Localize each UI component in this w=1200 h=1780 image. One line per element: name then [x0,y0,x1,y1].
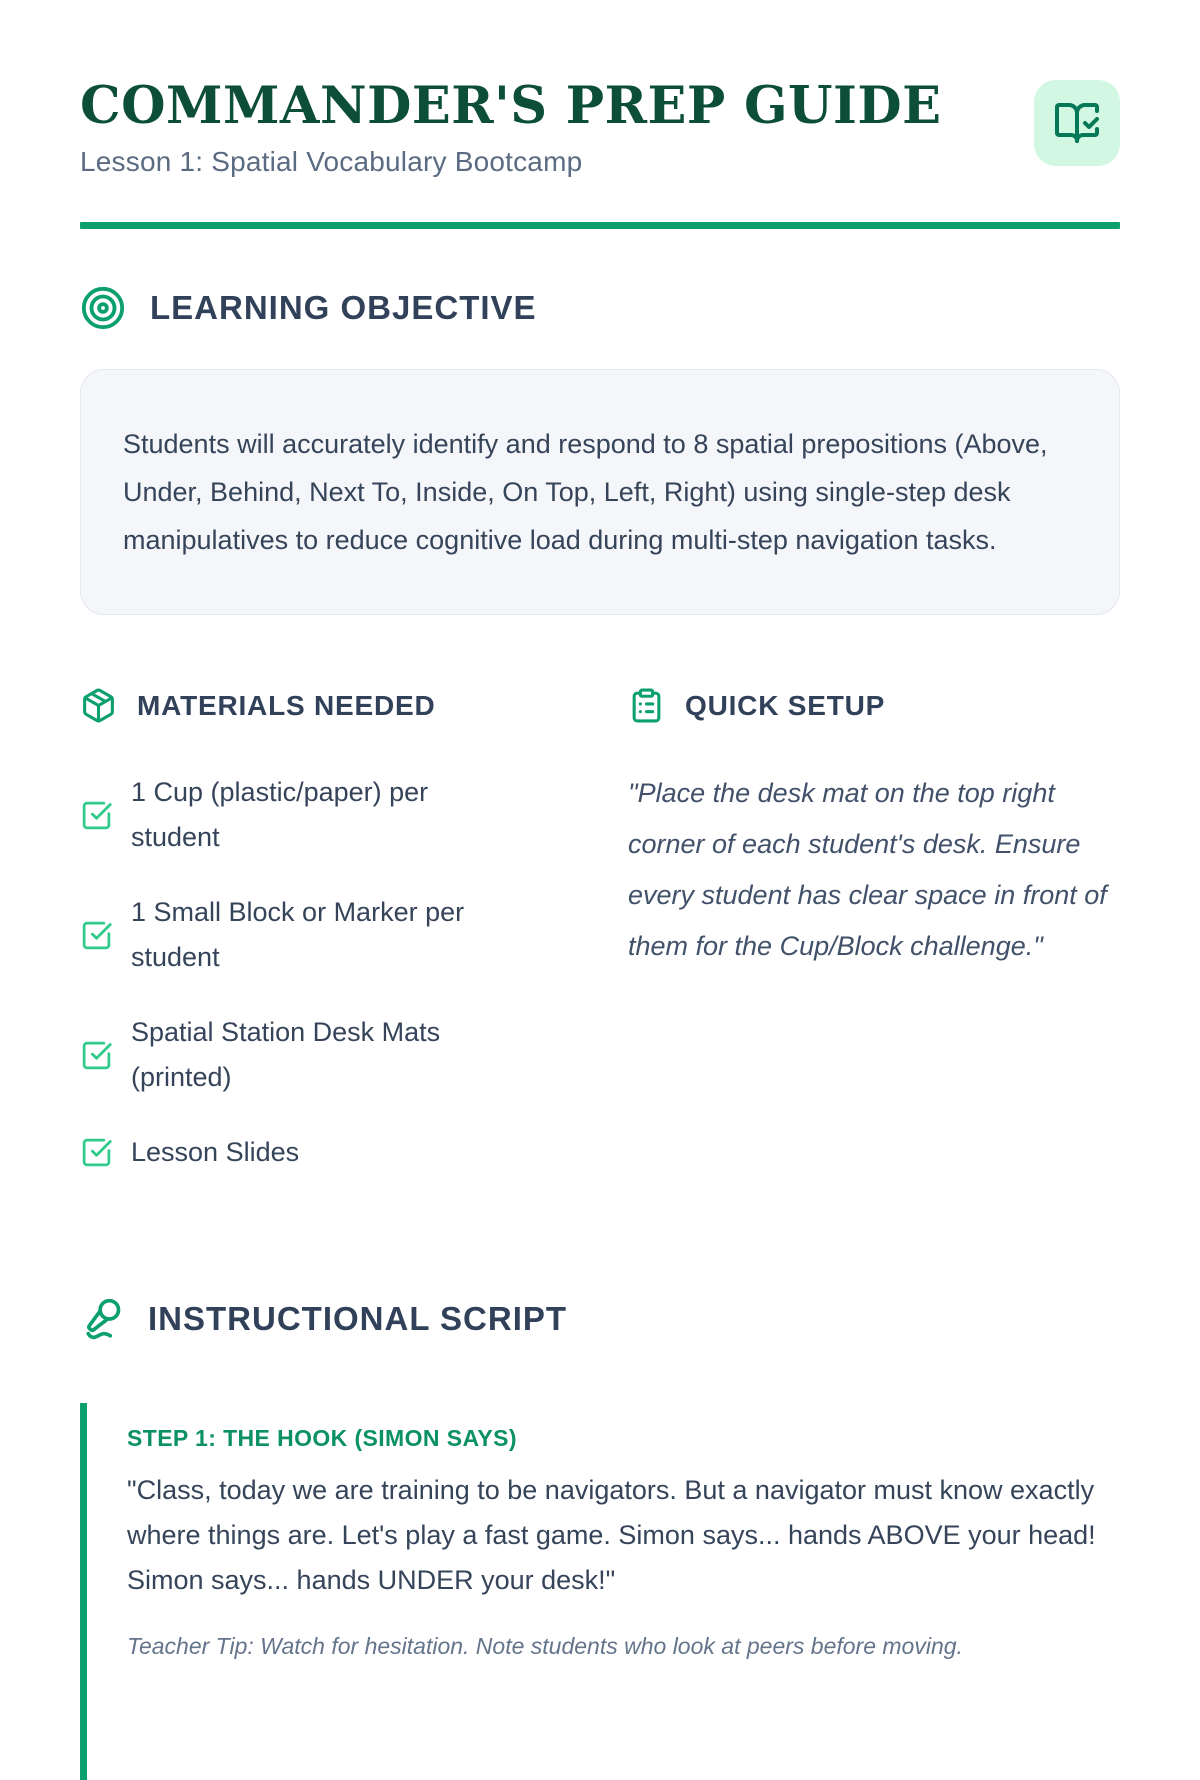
page-subtitle: Lesson 1: Spatial Vocabulary Bootcamp [80,146,583,178]
step-title: STEP 1: THE HOOK (SIMON SAYS) [127,1425,517,1452]
material-item-label: 1 Small Block or Marker per student [131,897,465,973]
instructional-script-title: INSTRUCTIONAL SCRIPT [148,1300,568,1338]
material-item [80,1010,572,1100]
material-item [80,770,572,860]
checkbox-checked-icon[interactable] [80,799,113,832]
script-step-block [80,1403,1120,1780]
materials-header [80,687,572,724]
learning-objective-header [80,285,1120,331]
quick-setup-title: QUICK SETUP [685,689,886,721]
materials-column [80,687,572,1205]
microphone-icon [80,1297,124,1341]
book-open-check-icon [1053,99,1101,147]
materials-title: MATERIALS NEEDED [137,689,436,721]
checkbox-checked-icon[interactable] [80,1039,113,1072]
page-header [80,78,1120,178]
page-title: COMMANDER'S PREP GUIDE [80,76,942,136]
material-item-label: 1 Cup (plastic/paper) per student [131,777,429,853]
checkbox-checked-icon[interactable] [80,919,113,952]
target-icon [80,285,126,331]
learning-objective-title: LEARNING OBJECTIVE [150,289,537,327]
objective-card [80,369,1120,615]
step-body: "Class, today we are training to be navigators. But a navigator must know exactly where things are. Let's play a fast game. Simon says... hands ABOVE your head! Simon says... hands UNDER your desk!" [127,1475,1096,1596]
instructional-script-header [80,1297,1120,1341]
material-item-label: Spatial Station Desk Mats (printed) [131,1017,441,1093]
objective-text: Students will accurately identify and respond to 8 spatial prepositions (Above, Under, Behind, Next To, Inside, On Top, Left, Right) using single-step desk manipulatives to reduce cognitive load during multi-step navigation tasks. [123,429,1048,556]
instructional-script-section [80,1297,1120,1780]
package-icon [80,687,117,724]
header-badge [1034,80,1120,166]
material-item-label: Lesson Slides [131,1137,300,1168]
clipboard-list-icon [628,687,665,724]
quick-setup-quote: "Place the desk mat on the top right corner of each student's desk. Ensure every student has clear space in front of them for the Cup/Block challenge." [628,778,1107,962]
materials-setup-columns [80,687,1120,1205]
quick-setup-header [628,687,1120,724]
step-teacher-tip: Teacher Tip: Watch for hesitation. Note students who look at peers before moving. [127,1633,963,1660]
material-item [80,1130,572,1175]
header-divider [80,222,1120,229]
header-titles [80,78,942,178]
quick-setup-column [628,687,1120,1205]
checkbox-checked-icon[interactable] [80,1136,113,1169]
material-item [80,890,572,980]
materials-list [80,770,572,1175]
